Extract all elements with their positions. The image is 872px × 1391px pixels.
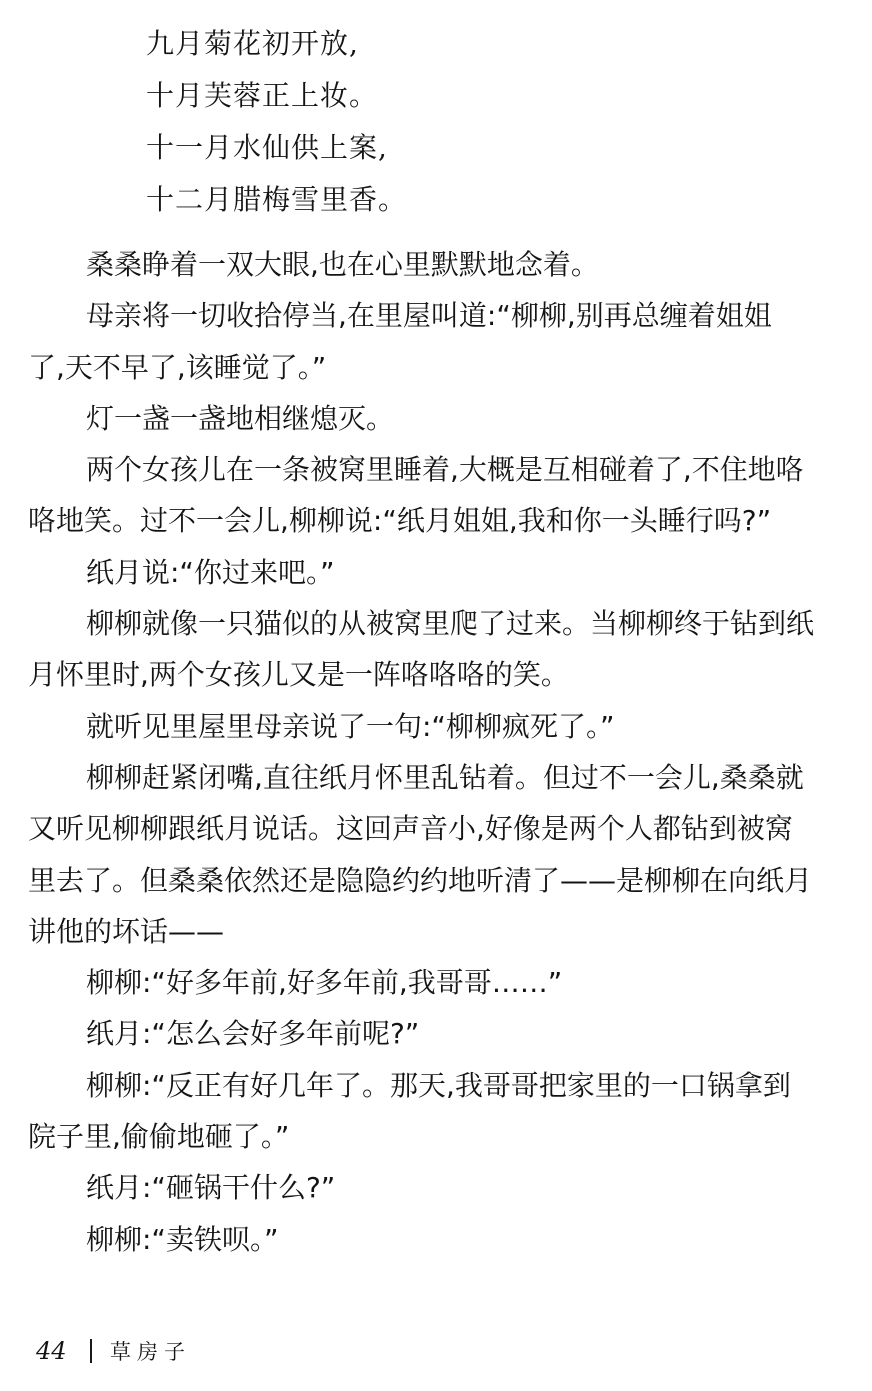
text-line: 桑桑睁着一双大眼,也在心里默默地念着。 bbox=[86, 248, 599, 281]
text-line: 咯地笑。过不一会儿,柳柳说:“纸月姐姐,我和你一头睡行吗?” bbox=[28, 504, 772, 538]
text-line: 里去了。但桑桑依然还是隐隐约约地听清了——是柳柳在向纸月 bbox=[28, 863, 813, 897]
page-footer bbox=[36, 1334, 191, 1368]
poem-line: 九月菊花初开放, bbox=[146, 27, 359, 60]
poem-block bbox=[146, 18, 407, 226]
text-line: 柳柳就像一只猫似的从被窝里爬了过来。当柳柳终于钻到纸 bbox=[86, 607, 815, 641]
text-line: 纸月:“怎么会好多年前呢?” bbox=[86, 1017, 420, 1051]
page-number: 44 bbox=[36, 1337, 67, 1365]
text-line: 院子里,偷偷地砸了。” bbox=[28, 1120, 290, 1154]
poem-line: 十一月水仙供上案, bbox=[146, 131, 388, 164]
text-line: 又听见柳柳跟纸月说话。这回声音小,好像是两个人都钻到被窝 bbox=[28, 812, 793, 846]
book-title: 草房子 bbox=[110, 1340, 191, 1364]
text-line: 讲他的坏话—— bbox=[28, 914, 225, 948]
text-line: 柳柳:“卖铁呗。” bbox=[86, 1222, 279, 1256]
text-line: 柳柳:“反正有好几年了。那天,我哥哥把家里的一口锅拿到 bbox=[86, 1068, 791, 1102]
text-line: 柳柳赶紧闭嘴,直往纸月怀里乱钻着。但过不一会儿,桑桑就 bbox=[86, 760, 804, 794]
text-line: 纸月说:“你过来吧。” bbox=[86, 555, 335, 589]
text-line: 纸月:“砸锅干什么?” bbox=[86, 1171, 336, 1205]
poem-line: 十二月腊梅雪里香。 bbox=[146, 183, 408, 216]
footer-divider bbox=[90, 1339, 92, 1363]
poem-line: 十月芙蓉正上妆。 bbox=[146, 79, 379, 112]
text-line: 灯一盏一盏地相继熄灭。 bbox=[86, 401, 395, 435]
prose-block bbox=[28, 239, 844, 1265]
text-line: 了,天不早了,该睡觉了。” bbox=[28, 350, 327, 384]
text-line: 月怀里时,两个女孩儿又是一阵咯咯咯的笑。 bbox=[28, 658, 569, 692]
text-line: 就听见里屋里母亲说了一句:“柳柳疯死了。” bbox=[86, 709, 615, 743]
text-line: 母亲将一切收拾停当,在里屋叫道:“柳柳,别再总缠着姐姐 bbox=[86, 299, 772, 333]
text-line: 柳柳:“好多年前,好多年前,我哥哥……” bbox=[86, 966, 563, 1000]
text-line: 两个女孩儿在一条被窝里睡着,大概是互相碰着了,不住地咯 bbox=[86, 453, 804, 487]
